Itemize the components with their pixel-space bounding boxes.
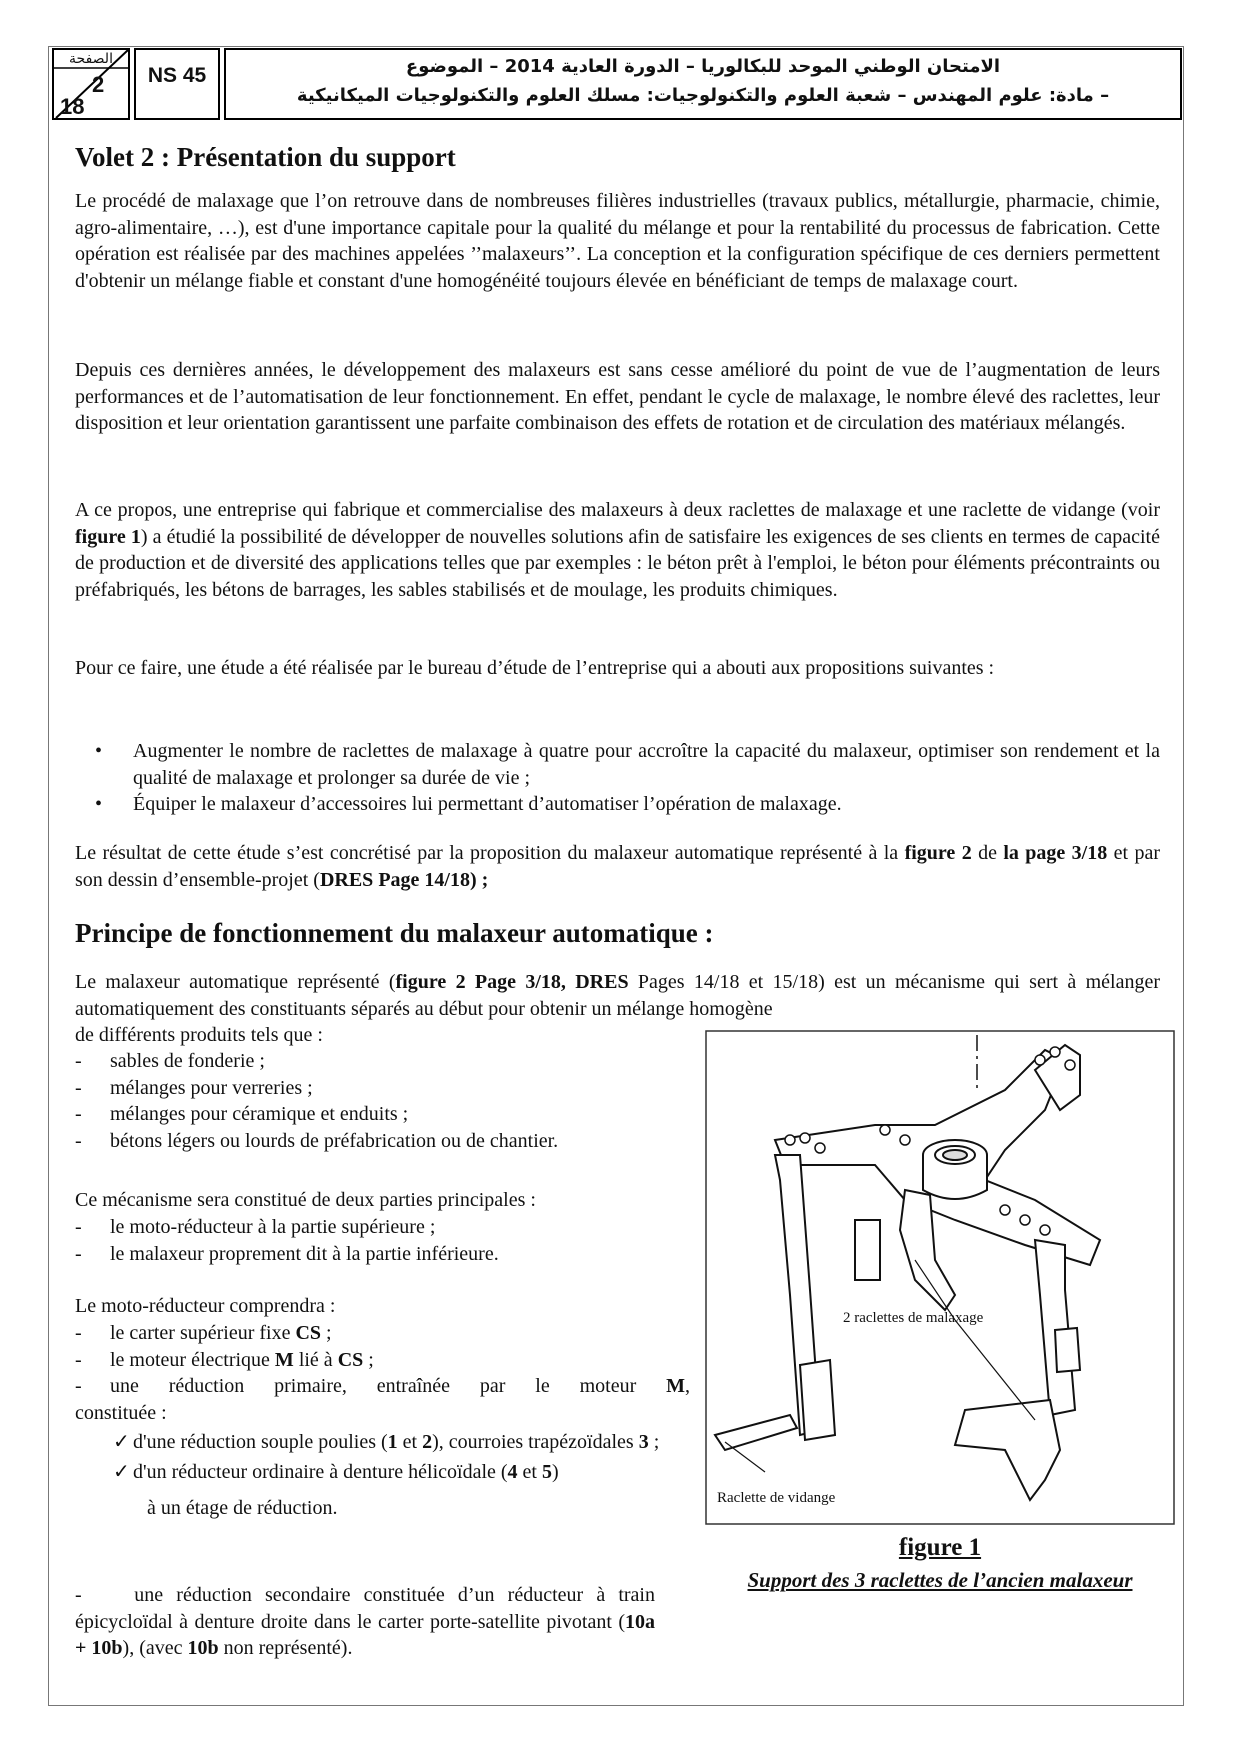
- exam-code: NS 45: [134, 48, 220, 120]
- paragraph: Le moto-réducteur comprendra :: [75, 1295, 336, 1317]
- section-title: Volet 2 : Présentation du support: [75, 142, 456, 172]
- list-item: - mélanges pour verreries ;: [75, 1076, 313, 1099]
- bullet-list: [75, 738, 1160, 818]
- paragraph: A ce propos, une entreprise qui fabrique et commercialise des malaxeurs à deux raclettes de malaxage et une raclette de vidange (voir figure 1) a étudié la possibilité de développer de nouvelles solutions afin de satisfaire les exigences de ses clients en termes de capacité de production et de diversité des applications telles que par exemples : le béton prêt à l'emploi, le béton pour éléments précontraints ou préfabriqués, les bétons de barrages, les sables stabilisés et de moulage, les produits chimiques.: [75, 499, 1160, 601]
- product-list: [75, 1048, 695, 1154]
- list-item: - bétons légers ou lourds de préfabrication ou de chantier.: [75, 1129, 559, 1152]
- paragraph: Le malaxeur automatique représenté (figure 2 Page 3/18, DRES Pages 14/18 et 15/18) est un mécanisme qui sert à mélanger automatiquement des constituants séparés au début pour obtenir un mélange homogène: [75, 971, 1160, 1020]
- label-drain-scraper: Raclette de vidange: [717, 1490, 836, 1506]
- figure-subcaption: Support des 3 raclettes de l’ancien malaxeur: [747, 1568, 1133, 1592]
- paragraph: Le résultat de cette étude s’est concrétisé par la proposition du malaxeur automatique représenté à la figure 2 de la page 3/18 et par son dessin d’ensemble-projet (DRES Page 14/18) ;: [75, 842, 1160, 891]
- label-mixing-scrapers: 2 raclettes de malaxage: [843, 1310, 984, 1326]
- list-item-continuation: constituée :: [75, 1401, 167, 1424]
- check-item: ✓ d'un réducteur ordinaire à denture hélicoïdale (4 et 5): [75, 1459, 690, 1486]
- list-item: - mélanges pour céramique et enduits ;: [75, 1103, 409, 1125]
- paragraph: - une réduction secondaire constituée d’un réducteur à train épicycloïdal à denture droite dans le carter porte-satellite pivotant (10a + 10b), (avec 10b non représenté).: [75, 1584, 655, 1659]
- paragraph: de différents produits tels que :: [75, 1024, 323, 1046]
- page-word: الصفحة: [69, 51, 113, 67]
- list-item: • Augmenter le nombre de raclettes de malaxage à quatre pour accroître la capacité du malaxeur, optimiser son rendement et la qualité de malaxage et prolonger sa durée de vie ;: [95, 740, 1160, 789]
- paragraph: Le procédé de malaxage que l’on retrouve dans de nombreuses filières industrielles (travaux publics, métallurgie, pharmacie, chimie, agro-alimentaire, …), est d'une importance capitale pour la qualité du mélange et pour la rentabilité du processus de fabrication. Cette opération est réalisée par des machines appelées ’’malaxeurs’’. La conception et la configuration spécifique de ces derniers permettent d'obtenir un mélange fiable et constant d'une homogénéité toujours élevée en bénéficiant de temps de malaxage court.: [75, 190, 1160, 292]
- list-item: • Équiper le malaxeur d’accessoires lui permettant d’automatiser l’opération de malaxage.: [95, 793, 842, 815]
- check-icon: ✓: [113, 1431, 130, 1453]
- list-item: - le carter supérieur fixe CS ;: [75, 1322, 332, 1344]
- header-title: [224, 48, 1182, 120]
- list-item: - sables de fonderie ;: [75, 1050, 265, 1072]
- page-total: 18: [60, 94, 85, 119]
- page-header: [52, 48, 1182, 120]
- parts-list: [75, 1214, 695, 1267]
- figure-1: [705, 1030, 1175, 1525]
- list-item: - le malaxeur proprement dit à la partie inférieure.: [75, 1242, 499, 1265]
- header-title-line1: الامتحان الوطني الموحد للبكالوريا – الدورة العادية 2014 – الموضوع: [405, 56, 1001, 77]
- paragraph: Ce mécanisme sera constitué de deux parties principales :: [75, 1189, 536, 1211]
- section-title: Principe de fonctionnement du malaxeur automatique :: [75, 918, 714, 948]
- paragraph: Depuis ces dernières années, le développement des malaxeurs est sans cesse amélioré du point de vue de l’augmentation de leurs performances et de l’automatisation de leur fonctionnement. En effet, pendant le cycle de malaxage, le nombre élevé des raclettes, leur disposition et leur orientation garantissent une parfaite combinaison des effets de rotation et de circulation des matériaux mélangés.: [75, 359, 1160, 434]
- list-item: - le moto-réducteur à la partie supérieure ;: [75, 1216, 436, 1238]
- check-item: ✓ d'une réduction souple poulies (1 et 2), courroies trapézoïdales 3 ;: [75, 1429, 690, 1456]
- motor-list: [75, 1320, 690, 1522]
- figure-caption: figure 1: [898, 1534, 982, 1561]
- header-title-line2: – مادة: علوم المهندس – شعبة العلوم والتكنولوجيات: مسلك العلوم والتكنولوجيات الميكانيكية: [296, 85, 1110, 106]
- paragraph: Pour ce faire, une étude a été réalisée par le bureau d’étude de l’entreprise qui a abouti aux propositions suivantes :: [75, 657, 995, 679]
- page-number: 2: [92, 72, 105, 97]
- list-item: - une réduction primaire, entraînée par le moteur M,: [75, 1375, 690, 1397]
- mixer-support-drawing: [705, 1030, 1175, 1525]
- check-icon: ✓: [113, 1460, 130, 1483]
- page-number-box: [52, 48, 130, 120]
- list-item: - le moteur électrique M lié à CS ;: [75, 1348, 374, 1371]
- check-item-continuation: à un étage de réduction.: [147, 1497, 338, 1519]
